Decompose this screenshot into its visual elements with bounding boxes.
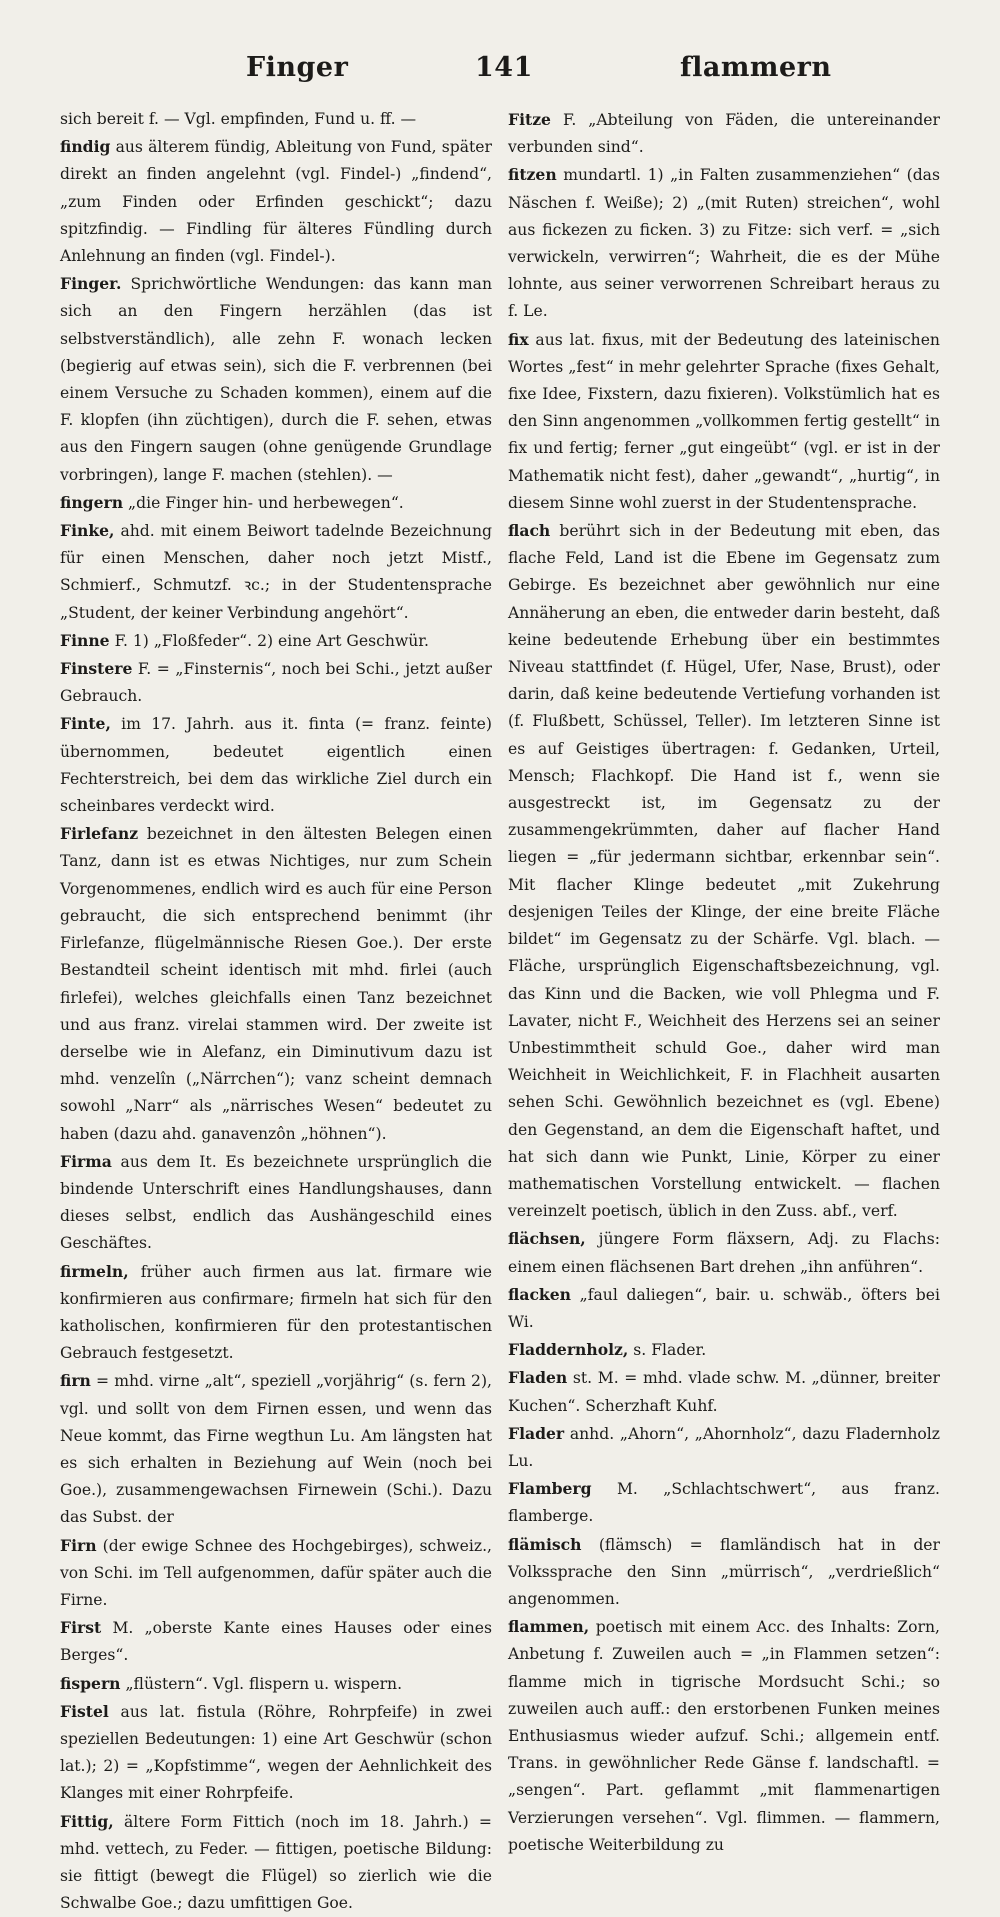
right-column (508, 106, 940, 1854)
entry-text: „die Finger hin- und herbewegen“. (128, 493, 404, 512)
dictionary-entry (508, 1364, 940, 1419)
entry-headword: First (60, 1618, 102, 1638)
entry-text: berührt sich in der Bedeutung mit eben, das flache Feld, Land ist die Ebene im Gegensatz zum Gebirge. Es bezeichnet aber gewöhnlich nur eine Annäherung an eben, die entweder darin besteht, daß keine bedeutende Erhebung über ein bestimmtes Niveau stattfindet (f. Hügel, Ufer, Nase, Brust), oder darin, daß keine bedeutende Vertiefung vorhanden ist (f. Flußbett, Schüssel, Teller). Im letzteren Sinne ist es auf Geistiges übertragen: f. Gedanken, Urteil, Mensch; Flachkopf. Die Hand ist f., wenn sie ausgestreckt ist, im Gegensatz zu der zusammengekrümmten, daher auf flacher Hand liegen = „für jedermann sichtbar, erkennbar sein“. Mit flacher Klinge bedeutet „mit Zukehrung desjenigen Teiles der Klinge, der eine breite Fläche bildet“ im Gegensatz zu der Schärfe. Vgl. blach. — Fläche, ursprünglich Eigenschaftsbezeichnung, vgl. das Kinn und die Backen, wie voll Phlegma und F. Lavater, nicht F., Weichheit des Herzens sei an seiner Unbestimmtheit schuld Goe., daher wird man Weichheit in Weichlichkeit, F. in Flachheit ausarten sehen Schi. Gewöhnlich bezeichnet es (vgl. Ebene) den Gegenstand, an dem die Eigenschaft haftet, und hat sich dann wie Punkt, Linie, Körper zu einer mathematischen Vorstellung entwickelt. — flachen vereinzelt poetisch, üblich in den Zuss. abf., verf. (508, 522, 940, 1221)
entry-headword: Fittig, (60, 1811, 114, 1831)
dictionary-entry (508, 1475, 940, 1530)
dictionary-entry (60, 270, 492, 489)
entry-text: Sprichwörtliche Wendungen: das kann man sich an den Fingern herzählen (das ist selbstverständlich), alle zehn F. wonach lecken (begierig auf etwas sein), sich die F. verbrennen (bei einem Versuche zu Schaden kommen), einem auf die F. klopfen (ihn züchtigen), durch die F. sehen, etwas aus den Fingern saugen (ohne genügende Grundlage vorbringen), lange F. machen (stehlen). — (60, 275, 492, 484)
dictionary-entry (60, 1258, 492, 1368)
page-header (60, 52, 940, 96)
entry-text: anhd. „Ahorn“, „Ahornholz“, dazu Fladernholz Lu. (508, 1424, 940, 1470)
entry-headword: flächsen, (508, 1229, 586, 1249)
entry-headword: firn (60, 1371, 91, 1391)
dictionary-entry (508, 1281, 940, 1336)
entry-headword: Finger. (60, 274, 122, 294)
entry-headword: Finstere (60, 659, 133, 679)
entry-text: bezeichnet in den ältesten Belegen einen Tanz, dann ist es etwas Nichtiges, nur zum Schein Vorgenommenes, endlich wird es auch für eine Person gebraucht, die sich entsprechend benimmt (ihr Firlefanze, flügelmännische Riesen Goe.). Der erste Bestandteil scheint identisch mit mhd. firlei (auch firlefei), welches gleichfalls einen Tanz bezeichnet und aus franz. virelai stammen wird. Der zweite ist derselbe wie in Alefanz, ein Diminutivum dazu ist mhd. venzelîn („Närrchen“); vanz scheint demnach sowohl „Narr“ als „närrisches Wesen“ bedeutet zu haben (dazu ahd. ganavenzôn „höhnen“). (60, 825, 492, 1143)
entry-headword: Firn (60, 1535, 97, 1555)
dictionary-entry (508, 1225, 940, 1280)
entry-headword: Firma (60, 1151, 112, 1171)
entry-headword: fingern (60, 492, 124, 512)
dictionary-entry (60, 133, 492, 270)
entry-text: s. Flader. (633, 1341, 707, 1360)
entry-text: im 17. Jahrh. aus it. finta (= franz. feinte) übernommen, bedeutet eigentlich einen Fechterstreich, bei dem das wirkliche Ziel durch ein scheinbares verdeckt wird. (60, 715, 492, 816)
left-column (60, 106, 492, 1913)
entry-headword: Fitze (508, 110, 551, 129)
entry-text: M. „Schlachtschwert“, aus franz. flamberge. (508, 1480, 940, 1526)
entry-headword: Finte, (60, 714, 111, 734)
entry-headword: Flamberg (508, 1479, 592, 1499)
entry-headword: findig (60, 137, 111, 157)
dictionary-entry (60, 710, 492, 820)
entry-headword: Fladen (508, 1368, 568, 1388)
dictionary-entry (508, 1531, 940, 1614)
dictionary-entry (60, 627, 492, 655)
dictionary-entry (508, 517, 940, 1225)
dictionary-entry (508, 1420, 940, 1475)
entry-headword: flach (508, 521, 551, 541)
dictionary-entry (508, 1336, 940, 1364)
entry-text: mundartl. 1) „in Falten zusammenziehen“ (das Näschen f. Weiße); 2) „(mit Ruten) streichen“, wohl aus fickezen zu ficken. 3) zu Fitze: sich verf. = „sich verwickeln, verwirren“; Wahrheit, die es der Mühe lohnte, aus seiner verworrenen Schreibart heraus zu f. Le. (508, 166, 940, 321)
entry-headword: Finke, (60, 521, 115, 541)
entry-headword: Flader (508, 1423, 565, 1443)
entry-text: F. = „Finsternis“, noch bei Schi., jetzt außer Gebrauch. (60, 660, 492, 706)
entry-headword: Fladdernholz, (508, 1340, 629, 1360)
entry-headword: Finne (60, 630, 110, 650)
dictionary-entry (60, 1698, 492, 1808)
entry-text: = mhd. virne „alt“, speziell „vorjährig“ (s. fern 2), vgl. und sollt von dem Firnen essen, und wenn das Neue kommt, das Firne wegthun Lu. Am längsten hat es sich erhalten in Beziehung auf Wein (noch bei Goe.), zusammengewachsen Firnewein (Schi.). Dazu das Subst. der (60, 1372, 492, 1527)
entry-headword: flacken (508, 1284, 571, 1304)
dictionary-entry (60, 820, 492, 1147)
entry-text: F. „Abteilung von Fäden, die untereinander verbunden sind“. (508, 111, 940, 157)
entry-headword: fix (508, 329, 529, 349)
header-right-catchword: flammern (680, 52, 832, 83)
dictionary-entry (60, 1808, 492, 1917)
dictionary-entry (60, 1670, 492, 1698)
entry-text: „flüstern“. Vgl. flispern u. wispern. (125, 1674, 403, 1693)
entry-text: aus lat. fistula (Röhre, Rohrpfeife) in zwei speziellen Bedeutungen: 1) eine Art Geschwür (schon lat.); 2) = „Kopfstimme“, wegen der Aehnlichkeit des Klanges mit einer Rohrpfeife. (60, 1702, 492, 1803)
header-left-catchword: Finger (246, 52, 349, 83)
entry-text: früher auch firmen aus lat. firmare wie konfirmieren aus confirmare; firmeln hat sich für den katholischen, konfirmieren für den protestantischen Gebrauch festgesetzt. (60, 1262, 492, 1363)
entry-text: ahd. mit einem Beiwort tadelnde Bezeichnung für einen Menschen, daher noch jetzt Mistf., Schmierf., Schmutzf. ꝛc.; in der Studentensprache „Student, der keiner Verbindung angehört“. (60, 522, 492, 622)
dictionary-entry (60, 1367, 492, 1531)
page-number: 141 (475, 52, 533, 83)
dictionary-entry (60, 517, 492, 627)
entry-headword: fispern (60, 1673, 121, 1693)
entry-headword: fitzen (508, 165, 557, 185)
entry-text: aus lat. fixus, mit der Bedeutung des lateinischen Wortes „fest“ in mehr gelehrter Sprache (fixes Gehalt, fixe Idee, Fixstern, dazu fixieren). Volkstümlich hat es den Sinn angenommen „vollkommen fertig gestellt“ in fix und fertig; ferner „gut eingeübt“ (vgl. er ist in der Mathematik nicht fest), daher „gewandt“, „hurtig“, in diesem Sinne wohl zuerst in der Studentensprache. (508, 330, 940, 512)
dictionary-entry (508, 1613, 940, 1859)
entry-text: aus älterem fündig, Ableitung von Fund, später direkt an finden angelehnt (vgl. Findel-) „findend“, „zum Finden oder Erfinden geschickt“; dazu spitzfindig. — Findling für älteres Fündling durch Anlehnung an finden (vgl. Findel-). (60, 138, 492, 266)
entry-text: aus dem It. Es bezeichnete ursprünglich die bindende Unterschrift eines Handlungshauses, dann dieses selbst, endlich das Aushängeschild eines Geschäftes. (60, 1152, 492, 1253)
entry-text: F. 1) „Floßfeder“. 2) eine Art Geschwür. (114, 631, 429, 650)
entry-text: M. „oberste Kante eines Hauses oder eines Berges“. (60, 1619, 492, 1665)
entry-text: poetisch mit einem Acc. des Inhalts: Zorn, Anbetung f. Zuweilen auch = „in Flammen setzen“: flamme mich in tigrische Mordsucht Schi.; so zuweilen auch auff.: den erstorbenen Funken meines Enthusiasmus wieder aufzuf. Schi.; allgemein entf. Trans. in gewöhnlicher Rede Gänse f. landschaftl. = „sengen“. Part. geflammt „mit flammenartigen Verzierungen versehen“. Vgl. flimmen. — flammern, poetische Weiterbildung zu (508, 1618, 940, 1854)
entry-headword: flämisch (508, 1534, 582, 1554)
entry-text: ältere Form Fittich (noch im 18. Jahrh.) = mhd. vettech, zu Feder. — fittigen, poetische Bildung: sie fittigt (bewegt die Flügel) so zierlich wie die Schwalbe Goe.; dazu umfittigen Goe. (60, 1812, 492, 1913)
dictionary-entry (508, 326, 940, 517)
dictionary-entry (508, 161, 940, 325)
entry-text: (flämsch) = flamländisch hat in der Volkssprache den Sinn „mürrisch“, „verdrießlich“ angenommen. (508, 1535, 940, 1608)
dictionary-entry (60, 489, 492, 517)
entry-headword: flammen, (508, 1617, 590, 1637)
entry-headword: firmeln, (60, 1261, 129, 1281)
dictionary-entry (60, 106, 492, 133)
entry-headword: Firlefanz (60, 824, 139, 844)
dictionary-entry (60, 1532, 492, 1615)
dictionary-entry (508, 106, 940, 161)
entry-text: „faul daliegen“, bair. u. schwäb., öfters bei Wi. (508, 1285, 940, 1331)
entry-text: st. M. = mhd. vlade schw. M. „dünner, breiter Kuchen“. Scherzhaft Kuhf. (508, 1369, 940, 1415)
entry-text: sich bereit f. — Vgl. empfinden, Fund u. ff. — (60, 110, 417, 128)
dictionary-entry (60, 1148, 492, 1258)
entry-text: jüngere Form fläxsern, Adj. zu Flachs: einem einen flächsenen Bart drehen „ihn anführen“. (508, 1230, 940, 1276)
entry-text: (der ewige Schnee des Hochgebirges), schweiz., von Schi. im Tell aufgenommen, dafür später auch die Firne. (60, 1536, 492, 1609)
entry-headword: Fistel (60, 1701, 109, 1721)
dictionary-entry (60, 1614, 492, 1669)
dictionary-entry (60, 655, 492, 710)
